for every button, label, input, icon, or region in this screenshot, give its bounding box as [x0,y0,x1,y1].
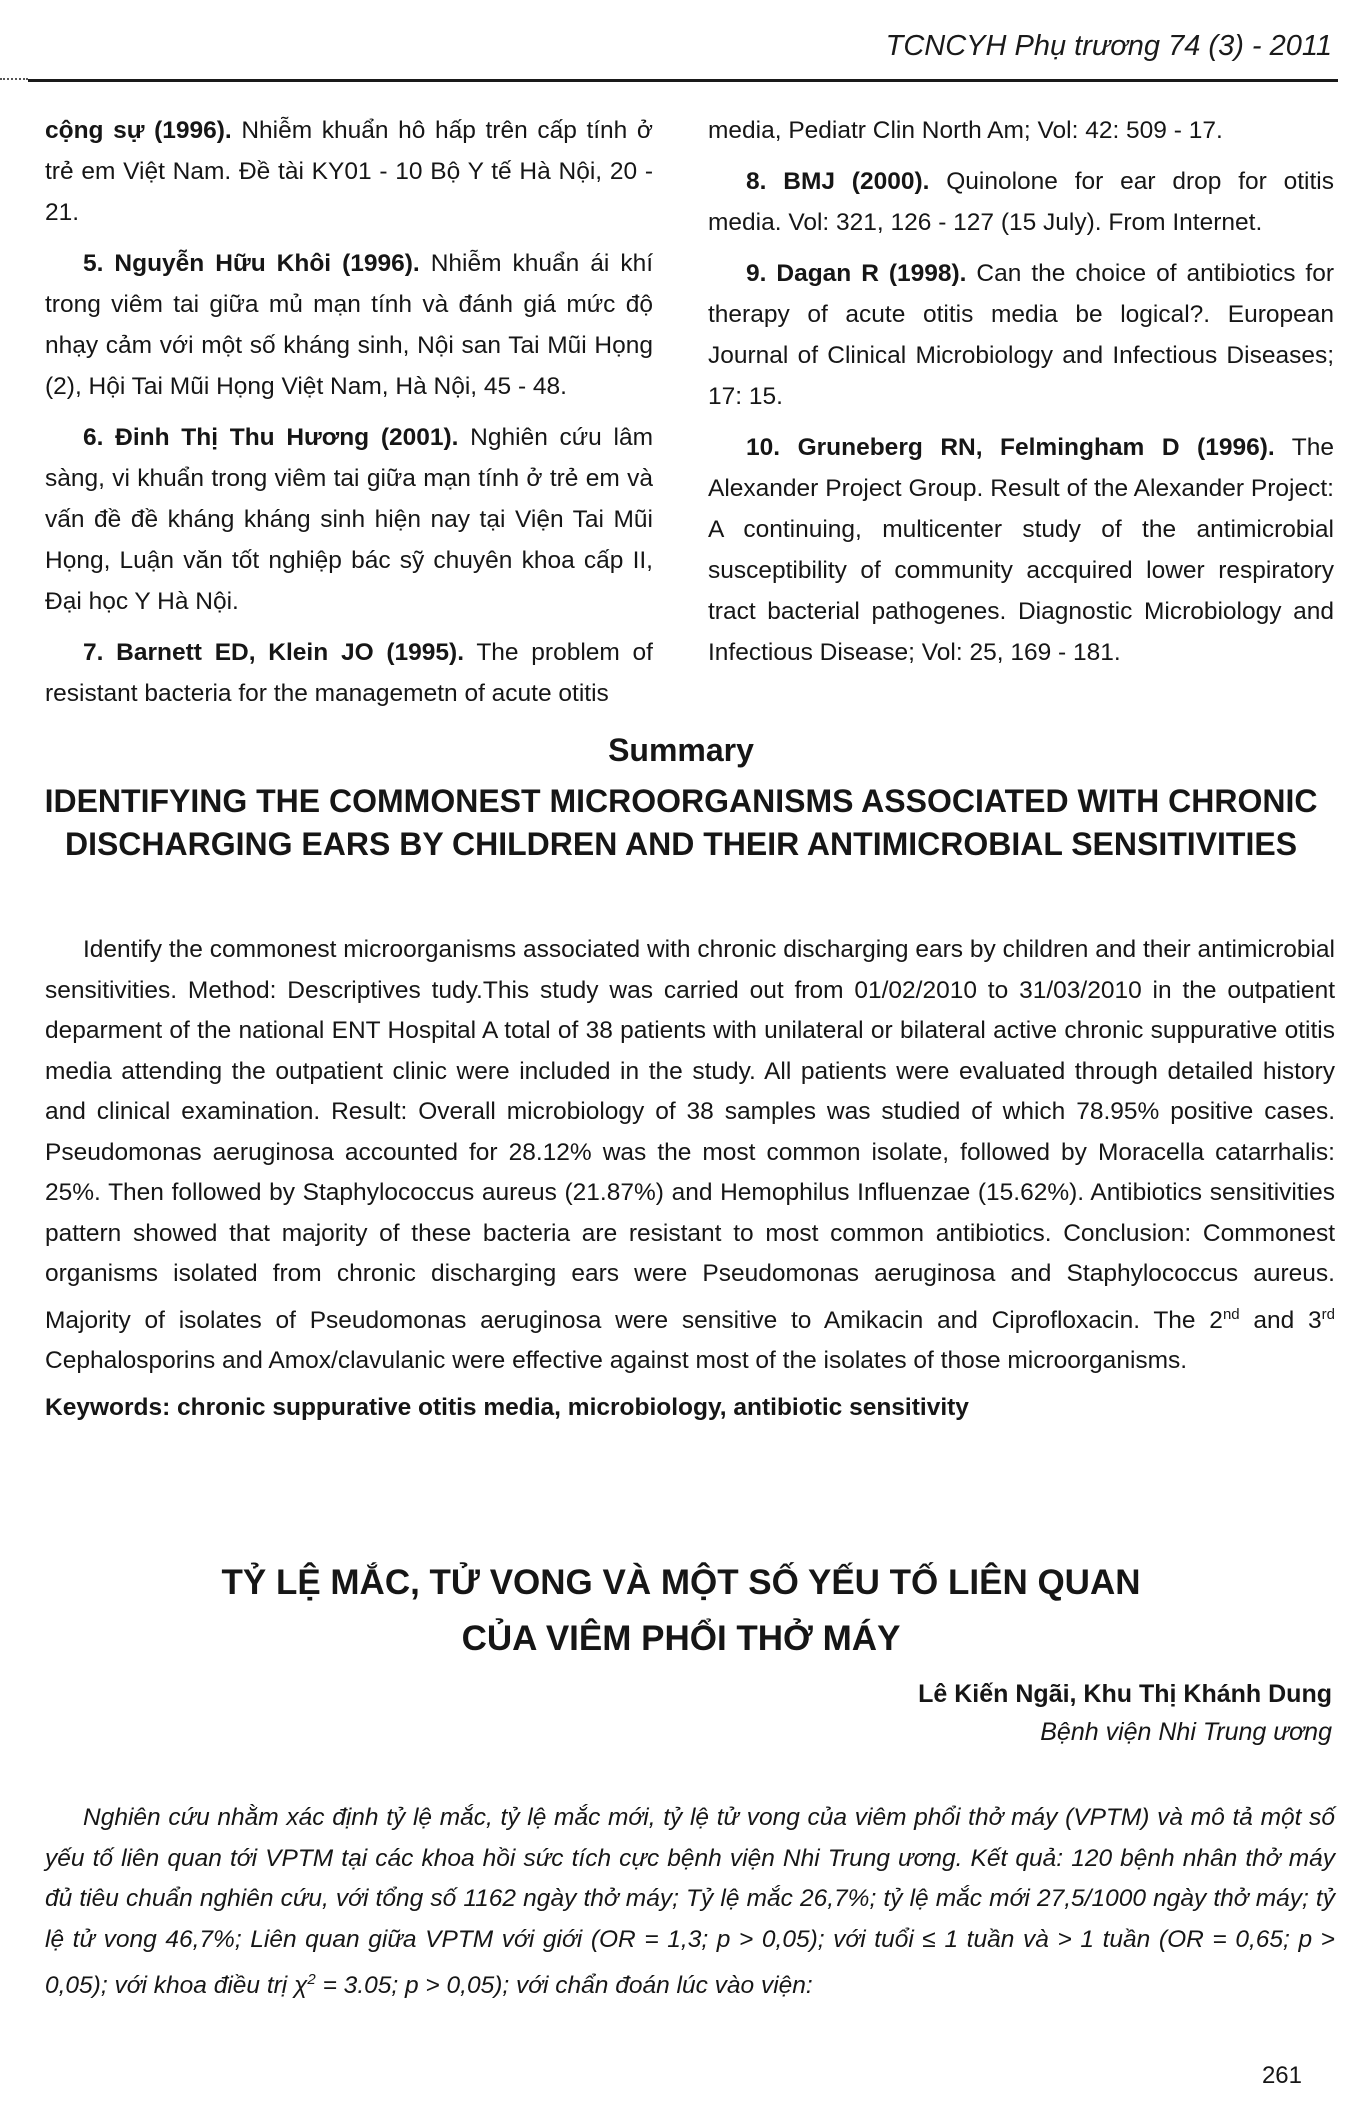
reference-text: The problem of resistant bacteria for the managemetn of acute otitis [45,639,653,707]
article-title [60,1555,1302,1667]
summary-title: IDENTIFYING THE COMMONEST MICROORGANISMS ASSOCIATED WITH CHRONIC DISCHARGING EARS BY CHILDREN AND THEIR ANTIMICROBIAL SENSITIVITIES [44,783,1318,862]
reference-citation: 10. Gruneberg RN, Felmingham D (1996). [746,434,1275,461]
reference-item [45,110,653,233]
article-abstract-body [45,1798,1335,2007]
summary-text: Identify the commonest microorganisms associated with chronic discharging ears by children and their antimicrobial sensitivities. Method: Descriptives tudy.This study was carried out from 01/02/2010 to 31/03/2010 in the outpatient deparment of the national ENT Hospital A total of 38 patients with unilateral or bilateral active chronic suppurative otitis media attending the outpatient clinic were included in the study. All patients were evaluated through detailed history and clinical examination. Result: Overall microbiology of 38 samples was studied of which 78.95% positive cases. Pseudomonas aeruginosa accounted for 28.12% was the most common isolate, followed by Moracella catarrhalis: 25%. Then followed by Staphylococcus aureus (21.87%) and Hemophilus Influenzae (15.62%). Antibiotics sensitivities pattern showed that majority of these bacteria are resistant to most common antibiotics. Conclusion: Commonest organisms isolated from chronic discharging ears were Pseudomonas aeruginosa and Staphylococcus aureus. Majority of isolates of Pseudomonas aeruginosa were sensitive to Amikacin and Ciprofloxacin. The 2 [45,936,1335,1334]
article-title-line: TỶ LỆ MẮC, TỬ VONG VÀ MỘT SỐ YẾU TỐ LIÊN QUAN [221,1563,1141,1602]
summary-text: Cephalosporins and Amox/clavulanic were effective against most of the isolates of those microorganisms. [45,1347,1188,1375]
reference-item [45,632,653,714]
article-title-line: CỦA VIÊM PHỔI THỞ MÁY [461,1619,901,1658]
reference-item [45,243,653,407]
reference-text: The Alexander Project Group. Result of the Alexander Project: A continuing, multicenter study of the antimicrobial susceptibility of community accquired lower respiratory tract bacterial pathogenes. Diagnostic Microbiology and Infectious Disease; Vol: 25, 169 - 181. [708,434,1334,666]
reference-text: Nghiên cứu lâm sàng, vi khuẩn trong viêm tai giữa mạn tính ở trẻ em và vấn đề đề kháng kháng sinh hiện nay tại Viện Tai Mũi Họng, Luận văn tốt nghiệp bác sỹ chuyên khoa cấp II, Đại học Y Hà Nội. [45,424,653,615]
abstract-text: Nghiên cứu nhằm xác định tỷ lệ mắc, tỷ lệ mắc mới, tỷ lệ tử vong của viêm phổi thở máy (VPTM) và mô tả một số yếu tố liên quan tới VPTM tại các khoa hồi sức tích cực bệnh viện Nhi Trung ương. Kết quả: 120 bệnh nhân thở máy đủ tiêu chuẩn nghiên cứu, với tổng số 1162 ngày thở máy; Tỷ lệ mắc 26,7%; tỷ lệ mắc mới 27,5/1000 ngày thở máy; tỷ lệ tử vong 46,7%; Liên quan giữa VPTM với giới (OR = 1,3; p > 0,05); với tuổi ≤ 1 tuần và > 1 tuần (OR = 0,65; p > 0,05); với khoa điều trị χ [45,1804,1335,2000]
summary-body [45,930,1335,1382]
reference-citation: 7. Barnett ED, Klein JO (1995). [83,639,465,666]
summary-text: and 3 [1239,1306,1322,1334]
article-affiliation: Bệnh viện Nhi Trung ương [1040,1718,1332,1746]
reference-item [45,417,653,622]
running-head: TCNCYH Phụ trương 74 (3) - 2011 [885,30,1332,62]
header-dotted-rule [0,78,28,80]
reference-citation: 6. Đinh Thị Thu Hương (2001). [83,424,459,451]
reference-citation: 8. BMJ (2000). [746,168,930,195]
reference-text: media, Pediatr Clin North Am; Vol: 42: 509 - 17. [708,117,1223,144]
reference-text: Nhiễm khuẩn hô hấp trên cấp tính ở trẻ em Việt Nam. Đề tài KY01 - 10 Bộ Y tế Hà Nội, 20 - 21. [45,117,653,226]
superscript: 2 [307,1971,316,1988]
article-abstract [45,1798,1335,2007]
abstract-text: = 3.05; p > 0,05); với chẩn đoán lúc vào viện: [315,1972,813,2000]
article-authors: Lê Kiến Ngãi, Khu Thị Khánh Dung [918,1680,1332,1708]
references-right-column [708,110,1334,683]
reference-citation: 5. Nguyễn Hữu Khôi (1996). [83,250,420,277]
reference-item [708,110,1334,151]
reference-text: Quinolone for ear drop for otitis media. Vol: 321, 126 - 127 (15 July). From Internet. [708,168,1335,236]
ordinal-suffix: nd [1222,1305,1240,1323]
header-rule [28,79,1338,82]
summary-heading: Summary [608,732,754,768]
references-left-column [45,110,653,724]
reference-item [708,253,1334,417]
reference-text: Can the choice of antibiotics for therapy of acute otitis media be logical?. European Journal of Clinical Microbiology and Infectious Diseases; 17: 15. [708,260,1334,410]
page-number: 261 [1261,2062,1302,2089]
reference-text: Nhiễm khuẩn ái khí trong viêm tai giữa mủ mạn tính và đánh giá mức độ nhạy cảm với một số kháng sinh, Nội san Tai Mũi Họng (2), Hội Tai Mũi Họng Việt Nam, Hà Nội, 45 - 48. [45,250,653,400]
reference-citation: 9. Dagan R (1998). [746,260,967,287]
ordinal-suffix: rd [1321,1305,1335,1323]
keywords: Keywords: chronic suppurative otitis media, microbiology, antibiotic sensitivity [45,1393,969,1421]
reference-item [708,427,1334,673]
reference-item [708,161,1334,243]
summary-abstract [45,930,1335,1428]
reference-citation: cộng sự (1996). [45,117,232,144]
